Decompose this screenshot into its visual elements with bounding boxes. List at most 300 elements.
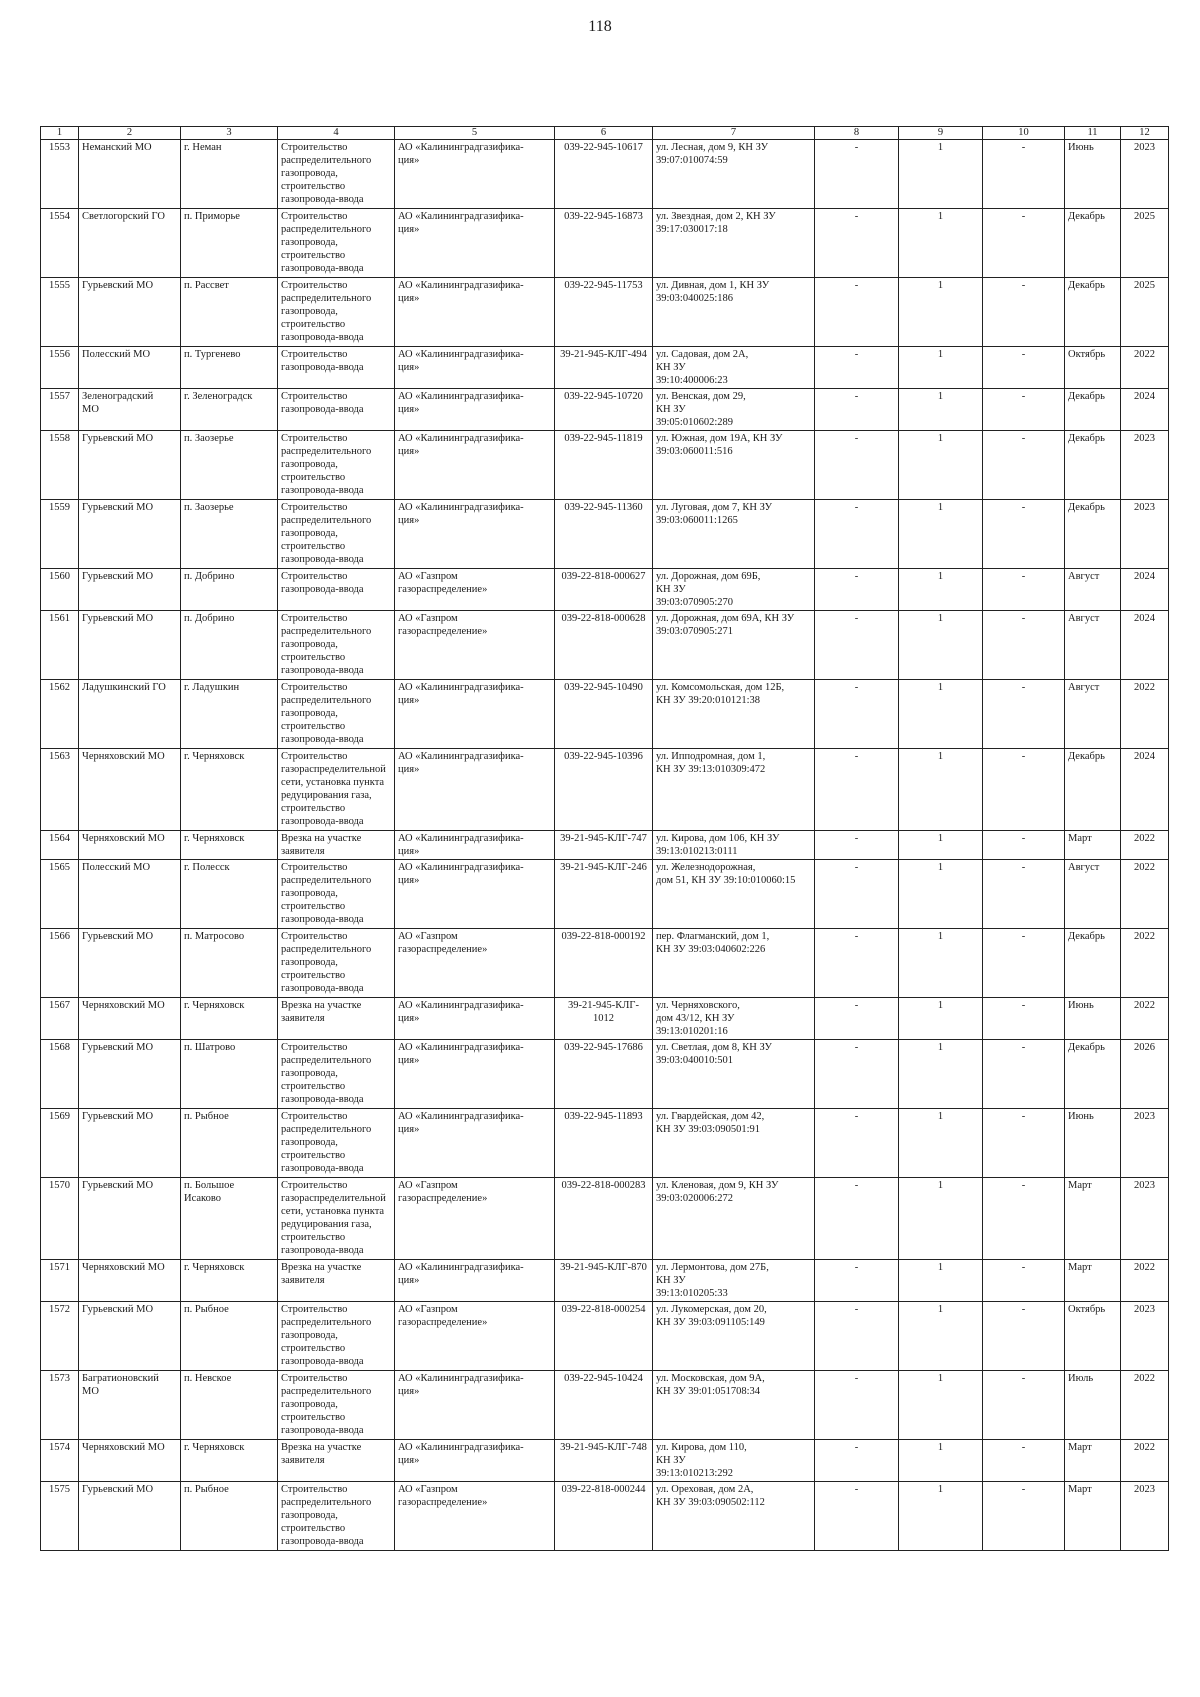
cell-address: ул. Кленовая, дом 9, КН ЗУ 39:03:020006:272 bbox=[653, 1178, 815, 1260]
cell-registration-number: 039-22-945-16873 bbox=[555, 209, 653, 278]
cell-month: Декабрь bbox=[1065, 500, 1121, 569]
cell-col-8: - bbox=[815, 1371, 899, 1440]
cell-settlement: г. Черняховск bbox=[181, 1260, 278, 1302]
cell-year: 2025 bbox=[1121, 278, 1169, 347]
cell-registration-number: 039-22-945-11753 bbox=[555, 278, 653, 347]
table-header bbox=[41, 127, 1169, 140]
cell-row-number: 1553 bbox=[41, 140, 79, 209]
cell-col-10: - bbox=[983, 1178, 1065, 1260]
cell-settlement: п. Тургенево bbox=[181, 347, 278, 389]
cell-row-number: 1575 bbox=[41, 1482, 79, 1551]
cell-col-9: 1 bbox=[899, 831, 983, 860]
cell-col-8: - bbox=[815, 998, 899, 1040]
cell-work-type: Строительство газопровода-ввода bbox=[278, 389, 395, 431]
cell-organization: АО «Калининградгазифика- ция» bbox=[395, 278, 555, 347]
table-row bbox=[41, 569, 1169, 611]
cell-month: Март bbox=[1065, 1482, 1121, 1551]
cell-municipality: Черняховский МО bbox=[79, 1260, 181, 1302]
cell-municipality: Черняховский МО bbox=[79, 749, 181, 831]
cell-organization: АО «Калининградгазифика- ция» bbox=[395, 431, 555, 500]
cell-municipality: Гурьевский МО bbox=[79, 1178, 181, 1260]
cell-month: Декабрь bbox=[1065, 278, 1121, 347]
cell-work-type: Строительство газораспределительной сети, установка пункта редуцирования газа, строительство газопровода-ввода bbox=[278, 749, 395, 831]
cell-year: 2023 bbox=[1121, 140, 1169, 209]
table-row bbox=[41, 831, 1169, 860]
cell-row-number: 1570 bbox=[41, 1178, 79, 1260]
cell-municipality: Гурьевский МО bbox=[79, 500, 181, 569]
cell-registration-number: 39-21-945-КЛГ-747 bbox=[555, 831, 653, 860]
cell-work-type: Строительство газопровода-ввода bbox=[278, 347, 395, 389]
cell-organization: АО «Калининградгазифика- ция» bbox=[395, 1040, 555, 1109]
cell-address: ул. Железнодорожная, дом 51, КН ЗУ 39:10:010060:15 bbox=[653, 860, 815, 929]
cell-row-number: 1555 bbox=[41, 278, 79, 347]
table-row bbox=[41, 929, 1169, 998]
cell-address: ул. Лукомерская, дом 20, КН ЗУ 39:03:091105:149 bbox=[653, 1302, 815, 1371]
column-header: 8 bbox=[815, 127, 899, 140]
cell-year: 2022 bbox=[1121, 1260, 1169, 1302]
cell-col-10: - bbox=[983, 347, 1065, 389]
cell-registration-number: 039-22-818-000254 bbox=[555, 1302, 653, 1371]
cell-month: Декабрь bbox=[1065, 389, 1121, 431]
cell-work-type: Врезка на участке заявителя bbox=[278, 1260, 395, 1302]
cell-municipality: Гурьевский МО bbox=[79, 929, 181, 998]
cell-registration-number: 39-21-945-КЛГ-870 bbox=[555, 1260, 653, 1302]
cell-col-8: - bbox=[815, 1109, 899, 1178]
table-row bbox=[41, 1371, 1169, 1440]
cell-registration-number: 039-22-818-000192 bbox=[555, 929, 653, 998]
cell-month: Июнь bbox=[1065, 998, 1121, 1040]
cell-col-9: 1 bbox=[899, 998, 983, 1040]
cell-year: 2022 bbox=[1121, 929, 1169, 998]
cell-registration-number: 39-21-945-КЛГ-748 bbox=[555, 1440, 653, 1482]
registry-table bbox=[40, 126, 1169, 1551]
cell-organization: АО «Калининградгазифика- ция» bbox=[395, 1440, 555, 1482]
cell-col-9: 1 bbox=[899, 1178, 983, 1260]
cell-col-8: - bbox=[815, 831, 899, 860]
cell-settlement: г. Черняховск bbox=[181, 749, 278, 831]
cell-work-type: Строительство распределительного газопровода, строительство газопровода-ввода bbox=[278, 278, 395, 347]
cell-col-10: - bbox=[983, 1482, 1065, 1551]
cell-row-number: 1558 bbox=[41, 431, 79, 500]
cell-col-8: - bbox=[815, 500, 899, 569]
cell-row-number: 1556 bbox=[41, 347, 79, 389]
table-row bbox=[41, 680, 1169, 749]
cell-municipality: Гурьевский МО bbox=[79, 569, 181, 611]
table-body bbox=[41, 140, 1169, 1551]
cell-settlement: п. Рассвет bbox=[181, 278, 278, 347]
cell-month: Октябрь bbox=[1065, 1302, 1121, 1371]
cell-col-10: - bbox=[983, 1109, 1065, 1178]
cell-year: 2022 bbox=[1121, 347, 1169, 389]
cell-settlement: п. Добрино bbox=[181, 611, 278, 680]
cell-col-10: - bbox=[983, 749, 1065, 831]
cell-work-type: Врезка на участке заявителя bbox=[278, 1440, 395, 1482]
cell-municipality: Черняховский МО bbox=[79, 831, 181, 860]
cell-year: 2022 bbox=[1121, 860, 1169, 929]
cell-registration-number: 39-21-945-КЛГ- 1012 bbox=[555, 998, 653, 1040]
cell-col-8: - bbox=[815, 389, 899, 431]
cell-year: 2023 bbox=[1121, 500, 1169, 569]
table-row bbox=[41, 1040, 1169, 1109]
cell-month: Август bbox=[1065, 860, 1121, 929]
cell-municipality: Гурьевский МО bbox=[79, 611, 181, 680]
cell-address: ул. Ипподромная, дом 1, КН ЗУ 39:13:010309:472 bbox=[653, 749, 815, 831]
cell-registration-number: 039-22-818-000283 bbox=[555, 1178, 653, 1260]
cell-month: Декабрь bbox=[1065, 209, 1121, 278]
cell-year: 2022 bbox=[1121, 831, 1169, 860]
cell-year: 2023 bbox=[1121, 431, 1169, 500]
cell-col-8: - bbox=[815, 347, 899, 389]
cell-registration-number: 039-22-945-17686 bbox=[555, 1040, 653, 1109]
cell-col-10: - bbox=[983, 929, 1065, 998]
column-header: 5 bbox=[395, 127, 555, 140]
column-header: 9 bbox=[899, 127, 983, 140]
cell-municipality: Гурьевский МО bbox=[79, 278, 181, 347]
cell-col-9: 1 bbox=[899, 1440, 983, 1482]
table-row bbox=[41, 389, 1169, 431]
cell-municipality: Гурьевский МО bbox=[79, 1482, 181, 1551]
cell-settlement: п. Добрино bbox=[181, 569, 278, 611]
table-row bbox=[41, 1109, 1169, 1178]
cell-organization: АО «Калининградгазифика- ция» bbox=[395, 680, 555, 749]
page-number: 118 bbox=[588, 18, 612, 35]
cell-municipality: Гурьевский МО bbox=[79, 1109, 181, 1178]
cell-address: ул. Дорожная, дом 69А, КН ЗУ 39:03:070905:271 bbox=[653, 611, 815, 680]
cell-work-type: Строительство распределительного газопровода, строительство газопровода-ввода bbox=[278, 929, 395, 998]
cell-month: Декабрь bbox=[1065, 431, 1121, 500]
cell-organization: АО «Газпром газораспределение» bbox=[395, 1302, 555, 1371]
cell-organization: АО «Калининградгазифика- ция» bbox=[395, 1109, 555, 1178]
cell-municipality: Светлогорский ГО bbox=[79, 209, 181, 278]
cell-month: Июль bbox=[1065, 1371, 1121, 1440]
cell-row-number: 1560 bbox=[41, 569, 79, 611]
cell-col-9: 1 bbox=[899, 1260, 983, 1302]
cell-settlement: п. Рыбное bbox=[181, 1302, 278, 1371]
cell-settlement: г. Черняховск bbox=[181, 1440, 278, 1482]
cell-col-9: 1 bbox=[899, 860, 983, 929]
table-row bbox=[41, 278, 1169, 347]
cell-row-number: 1566 bbox=[41, 929, 79, 998]
column-header: 10 bbox=[983, 127, 1065, 140]
cell-work-type: Строительство распределительного газопровода, строительство газопровода-ввода bbox=[278, 1482, 395, 1551]
cell-work-type: Врезка на участке заявителя bbox=[278, 998, 395, 1040]
cell-settlement: г. Ладушкин bbox=[181, 680, 278, 749]
column-header: 2 bbox=[79, 127, 181, 140]
cell-col-8: - bbox=[815, 1482, 899, 1551]
cell-month: Март bbox=[1065, 1260, 1121, 1302]
cell-registration-number: 39-21-945-КЛГ-494 bbox=[555, 347, 653, 389]
cell-year: 2022 bbox=[1121, 680, 1169, 749]
cell-settlement: п. Рыбное bbox=[181, 1109, 278, 1178]
cell-registration-number: 039-22-818-000628 bbox=[555, 611, 653, 680]
cell-registration-number: 039-22-945-10490 bbox=[555, 680, 653, 749]
cell-address: ул. Ореховая, дом 2А, КН ЗУ 39:03:090502:112 bbox=[653, 1482, 815, 1551]
table-row bbox=[41, 1178, 1169, 1260]
cell-municipality: Полесский МО bbox=[79, 860, 181, 929]
cell-col-10: - bbox=[983, 1440, 1065, 1482]
column-header: 4 bbox=[278, 127, 395, 140]
cell-col-9: 1 bbox=[899, 749, 983, 831]
cell-settlement: п. Большое Исаково bbox=[181, 1178, 278, 1260]
cell-row-number: 1574 bbox=[41, 1440, 79, 1482]
cell-registration-number: 039-22-945-10617 bbox=[555, 140, 653, 209]
cell-settlement: п. Заозерье bbox=[181, 500, 278, 569]
cell-municipality: Гурьевский МО bbox=[79, 1040, 181, 1109]
table-row bbox=[41, 860, 1169, 929]
column-header: 6 bbox=[555, 127, 653, 140]
cell-organization: АО «Газпром газораспределение» bbox=[395, 1482, 555, 1551]
cell-month: Декабрь bbox=[1065, 1040, 1121, 1109]
cell-col-10: - bbox=[983, 831, 1065, 860]
table-row bbox=[41, 1482, 1169, 1551]
cell-col-8: - bbox=[815, 1178, 899, 1260]
header-row bbox=[41, 127, 1169, 140]
cell-work-type: Строительство распределительного газопровода, строительство газопровода-ввода bbox=[278, 500, 395, 569]
cell-month: Август bbox=[1065, 611, 1121, 680]
cell-row-number: 1562 bbox=[41, 680, 79, 749]
cell-work-type: Строительство распределительного газопровода, строительство газопровода-ввода bbox=[278, 1371, 395, 1440]
table-row bbox=[41, 749, 1169, 831]
cell-address: ул. Дорожная, дом 69Б, КН ЗУ 39:03:070905:270 bbox=[653, 569, 815, 611]
cell-registration-number: 039-22-818-000627 bbox=[555, 569, 653, 611]
cell-organization: АО «Калининградгазифика- ция» bbox=[395, 831, 555, 860]
cell-row-number: 1569 bbox=[41, 1109, 79, 1178]
cell-col-8: - bbox=[815, 569, 899, 611]
cell-col-9: 1 bbox=[899, 347, 983, 389]
cell-row-number: 1564 bbox=[41, 831, 79, 860]
cell-year: 2024 bbox=[1121, 569, 1169, 611]
cell-work-type: Строительство распределительного газопровода, строительство газопровода-ввода bbox=[278, 209, 395, 278]
cell-col-8: - bbox=[815, 278, 899, 347]
cell-organization: АО «Газпром газораспределение» bbox=[395, 611, 555, 680]
cell-col-9: 1 bbox=[899, 500, 983, 569]
cell-address: ул. Дивная, дом 1, КН ЗУ 39:03:040025:186 bbox=[653, 278, 815, 347]
cell-month: Март bbox=[1065, 831, 1121, 860]
cell-col-10: - bbox=[983, 1371, 1065, 1440]
cell-address: ул. Луговая, дом 7, КН ЗУ 39:03:060011:1265 bbox=[653, 500, 815, 569]
cell-work-type: Строительство распределительного газопровода, строительство газопровода-ввода bbox=[278, 611, 395, 680]
cell-work-type: Строительство распределительного газопровода, строительство газопровода-ввода bbox=[278, 1109, 395, 1178]
cell-col-10: - bbox=[983, 680, 1065, 749]
cell-col-8: - bbox=[815, 140, 899, 209]
cell-municipality: Ладушкинский ГО bbox=[79, 680, 181, 749]
cell-col-9: 1 bbox=[899, 680, 983, 749]
cell-row-number: 1561 bbox=[41, 611, 79, 680]
cell-address: ул. Гвардейская, дом 42, КН ЗУ 39:03:090501:91 bbox=[653, 1109, 815, 1178]
cell-col-8: - bbox=[815, 1260, 899, 1302]
cell-col-10: - bbox=[983, 569, 1065, 611]
cell-address: ул. Московская, дом 9А, КН ЗУ 39:01:051708:34 bbox=[653, 1371, 815, 1440]
cell-organization: АО «Калининградгазифика- ция» bbox=[395, 998, 555, 1040]
cell-settlement: п. Матросово bbox=[181, 929, 278, 998]
cell-col-9: 1 bbox=[899, 1040, 983, 1109]
cell-address: ул. Кирова, дом 110, КН ЗУ 39:13:010213:292 bbox=[653, 1440, 815, 1482]
cell-year: 2022 bbox=[1121, 1371, 1169, 1440]
table-row bbox=[41, 140, 1169, 209]
cell-work-type: Строительство распределительного газопровода, строительство газопровода-ввода bbox=[278, 1302, 395, 1371]
cell-settlement: г. Полесск bbox=[181, 860, 278, 929]
cell-municipality: Черняховский МО bbox=[79, 998, 181, 1040]
cell-year: 2024 bbox=[1121, 389, 1169, 431]
cell-col-8: - bbox=[815, 209, 899, 278]
cell-settlement: п. Невское bbox=[181, 1371, 278, 1440]
cell-settlement: п. Приморье bbox=[181, 209, 278, 278]
cell-year: 2023 bbox=[1121, 1109, 1169, 1178]
table-row bbox=[41, 500, 1169, 569]
cell-year: 2022 bbox=[1121, 998, 1169, 1040]
cell-row-number: 1571 bbox=[41, 1260, 79, 1302]
cell-month: Декабрь bbox=[1065, 749, 1121, 831]
cell-col-9: 1 bbox=[899, 1109, 983, 1178]
cell-col-9: 1 bbox=[899, 389, 983, 431]
cell-month: Август bbox=[1065, 569, 1121, 611]
cell-col-10: - bbox=[983, 278, 1065, 347]
table-row bbox=[41, 209, 1169, 278]
cell-address: ул. Лермонтова, дом 27Б, КН ЗУ 39:13:010205:33 bbox=[653, 1260, 815, 1302]
column-header: 12 bbox=[1121, 127, 1169, 140]
cell-col-8: - bbox=[815, 611, 899, 680]
cell-registration-number: 039-22-945-11360 bbox=[555, 500, 653, 569]
cell-col-10: - bbox=[983, 140, 1065, 209]
column-header: 11 bbox=[1065, 127, 1121, 140]
cell-year: 2026 bbox=[1121, 1040, 1169, 1109]
cell-col-9: 1 bbox=[899, 1482, 983, 1551]
cell-settlement: г. Черняховск bbox=[181, 998, 278, 1040]
cell-col-8: - bbox=[815, 749, 899, 831]
cell-settlement: г. Черняховск bbox=[181, 831, 278, 860]
cell-row-number: 1568 bbox=[41, 1040, 79, 1109]
cell-organization: АО «Калининградгазифика- ция» bbox=[395, 209, 555, 278]
cell-address: пер. Флагманский, дом 1, КН ЗУ 39:03:040602:226 bbox=[653, 929, 815, 998]
cell-organization: АО «Калининградгазифика- ция» bbox=[395, 500, 555, 569]
cell-registration-number: 039-22-945-11819 bbox=[555, 431, 653, 500]
cell-municipality: Багратионовский МО bbox=[79, 1371, 181, 1440]
cell-month: Август bbox=[1065, 680, 1121, 749]
cell-address: ул. Венская, дом 29, КН ЗУ 39:05:010602:289 bbox=[653, 389, 815, 431]
cell-col-9: 1 bbox=[899, 1302, 983, 1371]
cell-col-8: - bbox=[815, 1040, 899, 1109]
cell-settlement: г. Неман bbox=[181, 140, 278, 209]
cell-col-8: - bbox=[815, 929, 899, 998]
cell-col-8: - bbox=[815, 860, 899, 929]
cell-col-10: - bbox=[983, 431, 1065, 500]
cell-row-number: 1554 bbox=[41, 209, 79, 278]
cell-municipality: Зеленоградский МО bbox=[79, 389, 181, 431]
cell-work-type: Строительство распределительного газопровода, строительство газопровода-ввода bbox=[278, 680, 395, 749]
cell-row-number: 1565 bbox=[41, 860, 79, 929]
cell-col-9: 1 bbox=[899, 209, 983, 278]
cell-row-number: 1559 bbox=[41, 500, 79, 569]
cell-row-number: 1567 bbox=[41, 998, 79, 1040]
cell-month: Октябрь bbox=[1065, 347, 1121, 389]
cell-year: 2025 bbox=[1121, 209, 1169, 278]
cell-address: ул. Садовая, дом 2А, КН ЗУ 39:10:400006:23 bbox=[653, 347, 815, 389]
cell-col-10: - bbox=[983, 389, 1065, 431]
cell-col-10: - bbox=[983, 1302, 1065, 1371]
cell-col-9: 1 bbox=[899, 611, 983, 680]
column-header: 7 bbox=[653, 127, 815, 140]
cell-month: Декабрь bbox=[1065, 929, 1121, 998]
cell-year: 2024 bbox=[1121, 749, 1169, 831]
cell-col-9: 1 bbox=[899, 929, 983, 998]
cell-municipality: Гурьевский МО bbox=[79, 1302, 181, 1371]
cell-registration-number: 39-21-945-КЛГ-246 bbox=[555, 860, 653, 929]
cell-col-9: 1 bbox=[899, 1371, 983, 1440]
cell-organization: АО «Калининградгазифика- ция» bbox=[395, 749, 555, 831]
cell-work-type: Врезка на участке заявителя bbox=[278, 831, 395, 860]
cell-row-number: 1563 bbox=[41, 749, 79, 831]
table-row bbox=[41, 611, 1169, 680]
cell-year: 2023 bbox=[1121, 1482, 1169, 1551]
cell-registration-number: 039-22-945-10424 bbox=[555, 1371, 653, 1440]
cell-work-type: Строительство распределительного газопровода, строительство газопровода-ввода bbox=[278, 431, 395, 500]
table-row bbox=[41, 431, 1169, 500]
cell-organization: АО «Газпром газораспределение» bbox=[395, 1178, 555, 1260]
cell-month: Март bbox=[1065, 1178, 1121, 1260]
cell-year: 2022 bbox=[1121, 1440, 1169, 1482]
cell-year: 2023 bbox=[1121, 1302, 1169, 1371]
cell-col-10: - bbox=[983, 500, 1065, 569]
cell-work-type: Строительство газопровода-ввода bbox=[278, 569, 395, 611]
cell-year: 2024 bbox=[1121, 611, 1169, 680]
cell-address: ул. Светлая, дом 8, КН ЗУ 39:03:040010:501 bbox=[653, 1040, 815, 1109]
cell-col-8: - bbox=[815, 680, 899, 749]
cell-settlement: п. Шатрово bbox=[181, 1040, 278, 1109]
cell-row-number: 1557 bbox=[41, 389, 79, 431]
cell-col-10: - bbox=[983, 1260, 1065, 1302]
cell-month: Июнь bbox=[1065, 1109, 1121, 1178]
cell-col-9: 1 bbox=[899, 278, 983, 347]
cell-year: 2023 bbox=[1121, 1178, 1169, 1260]
cell-row-number: 1572 bbox=[41, 1302, 79, 1371]
table-row bbox=[41, 998, 1169, 1040]
cell-col-8: - bbox=[815, 1440, 899, 1482]
cell-col-10: - bbox=[983, 860, 1065, 929]
cell-month: Март bbox=[1065, 1440, 1121, 1482]
cell-address: ул. Черняховского, дом 43/12, КН ЗУ 39:13:010201:16 bbox=[653, 998, 815, 1040]
cell-registration-number: 039-22-945-11893 bbox=[555, 1109, 653, 1178]
table-row bbox=[41, 1302, 1169, 1371]
cell-col-10: - bbox=[983, 611, 1065, 680]
cell-address: ул. Южная, дом 19А, КН ЗУ 39:03:060011:516 bbox=[653, 431, 815, 500]
cell-row-number: 1573 bbox=[41, 1371, 79, 1440]
cell-municipality: Полесский МО bbox=[79, 347, 181, 389]
cell-registration-number: 039-22-818-000244 bbox=[555, 1482, 653, 1551]
cell-address: ул. Звездная, дом 2, КН ЗУ 39:17:030017:18 bbox=[653, 209, 815, 278]
cell-col-9: 1 bbox=[899, 569, 983, 611]
cell-work-type: Строительство распределительного газопровода, строительство газопровода-ввода bbox=[278, 860, 395, 929]
table-row bbox=[41, 347, 1169, 389]
cell-organization: АО «Калининградгазифика- ция» bbox=[395, 860, 555, 929]
cell-work-type: Строительство распределительного газопровода, строительство газопровода-ввода bbox=[278, 1040, 395, 1109]
cell-settlement: п. Заозерье bbox=[181, 431, 278, 500]
cell-address: ул. Кирова, дом 106, КН ЗУ 39:13:010213:0111 bbox=[653, 831, 815, 860]
cell-organization: АО «Калининградгазифика- ция» bbox=[395, 140, 555, 209]
cell-municipality: Неманский МО bbox=[79, 140, 181, 209]
table-row bbox=[41, 1260, 1169, 1302]
cell-organization: АО «Калининградгазифика- ция» bbox=[395, 1371, 555, 1440]
cell-organization: АО «Калининградгазифика- ция» bbox=[395, 389, 555, 431]
column-header: 3 bbox=[181, 127, 278, 140]
table-row bbox=[41, 1440, 1169, 1482]
cell-month: Июнь bbox=[1065, 140, 1121, 209]
cell-address: ул. Лесная, дом 9, КН ЗУ 39:07:010074:59 bbox=[653, 140, 815, 209]
cell-col-9: 1 bbox=[899, 431, 983, 500]
cell-work-type: Строительство распределительного газопровода, строительство газопровода-ввода bbox=[278, 140, 395, 209]
cell-settlement: г. Зеленоградск bbox=[181, 389, 278, 431]
cell-col-8: - bbox=[815, 431, 899, 500]
cell-col-10: - bbox=[983, 209, 1065, 278]
